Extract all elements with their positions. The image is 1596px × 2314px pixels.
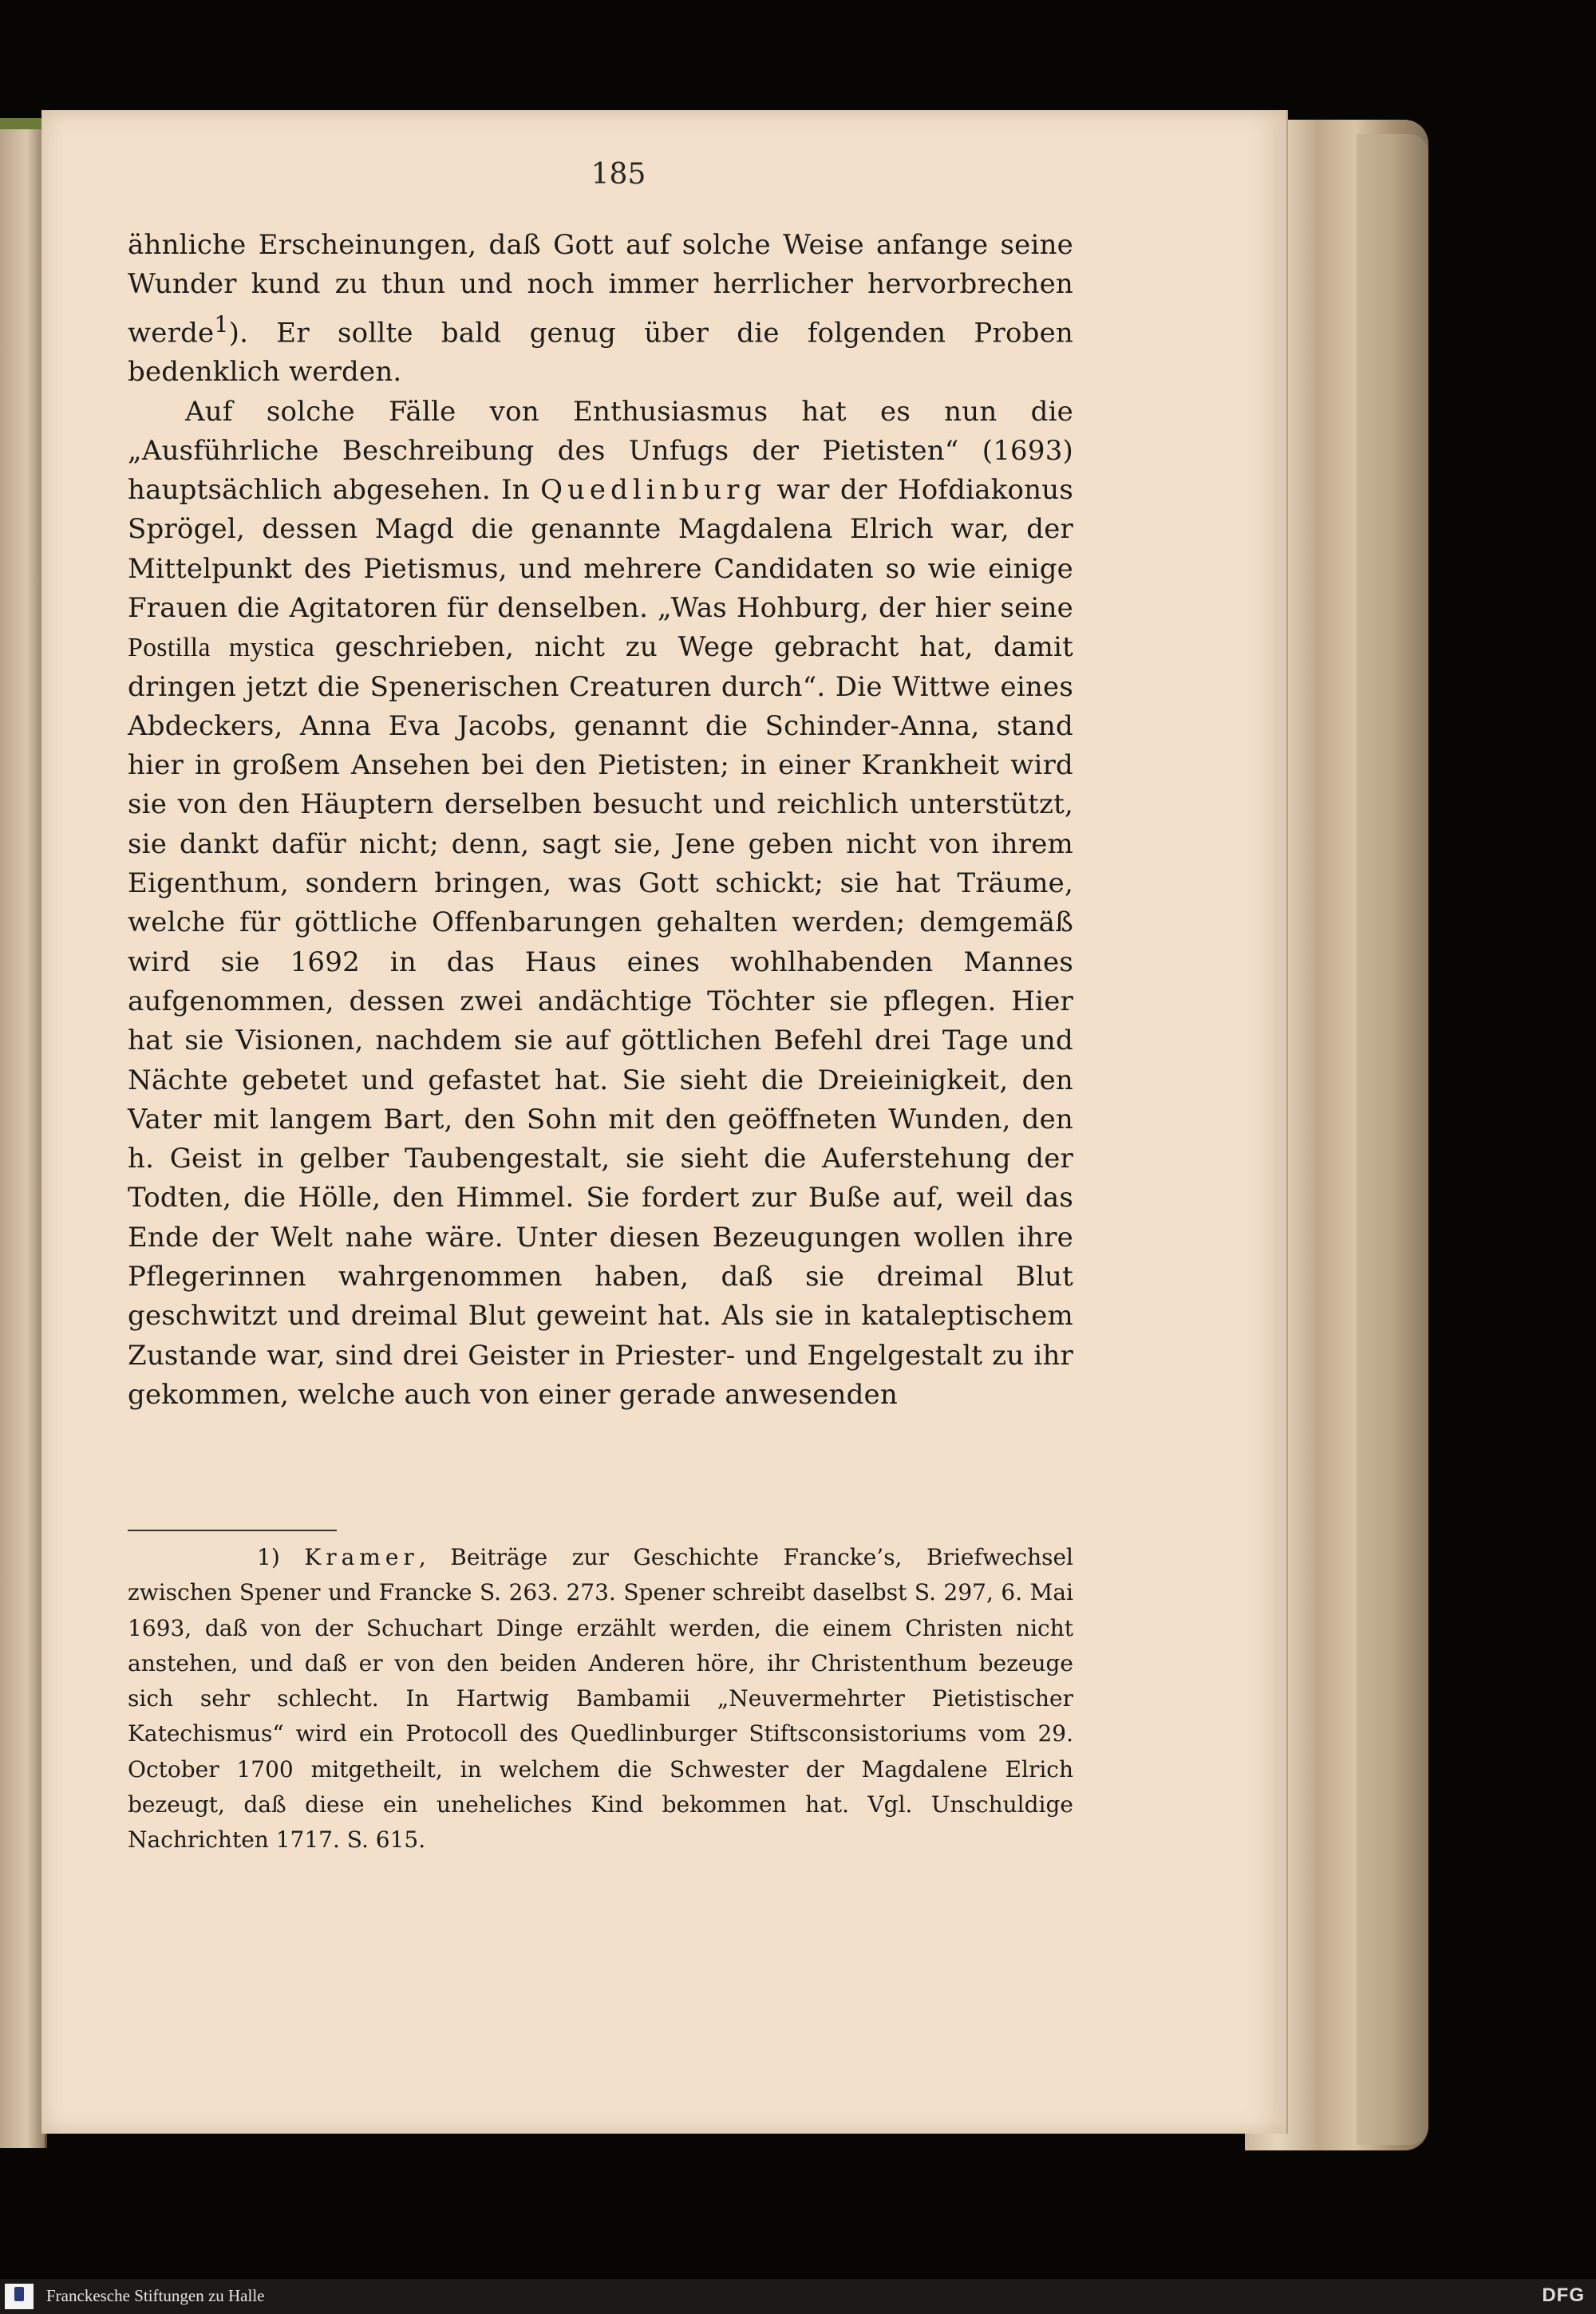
text-run: geschrieben, nicht zu Wege gebracht hat, damit dringen jetzt die Spenerischen Creaturen durch“. Die Wittwe eines Abdeckers, Anna Eva Jacobs, genannt die Schinder-Anna, stand hier in großem Ansehen bei den Pietisten; in einer Krankheit wird sie von den Häuptern derselben besucht und reichlich unterstützt, sie dankt dafür nicht; denn, sagt sie, Jene geben nicht von ihrem Eigenthum, sondern bringen, was Gott schickt; sie hat Träume, welche für göttliche Offenbarungen gehalten werden; demgemäß wird sie 1692 in das Haus eines wohlhabenden Mannes aufgenommen, dessen zwei andächtige Töchter sie pflegen. Hier hat sie Visionen, nachdem sie auf göttlichen Befehl drei Tage und Nächte gebetet und gefastet hat. Sie sieht die Dreieinigkeit, den Vater mit langem Bart, den Sohn mit den geöffneten Wunden, den h. Geist in gelber Taubengestalt, sie sieht die Auferstehung der Todten, die Hölle, den Himmel. Sie fordert zur Buße auf, weil das Ende der Welt nahe wäre. Unter diesen Bezeugungen wollen ihre Pflegerinnen wahrgenommen haben, daß sie dreimal Blut geschwitzt und dreimal Blut geweint hat. Als sie in kataleptischem Zustande war, sind drei Geister in Priester- und Engelgestalt zu ihr gekommen, welche auch von einer gerade anwesenden [128, 631, 1073, 1411]
page-stack [1357, 134, 1428, 2145]
footnote-rule [128, 1530, 337, 1531]
body-text [128, 226, 1073, 1415]
paragraph [128, 226, 1073, 393]
text-run: Auf solche Fälle von Enthusiasmus hat es nun die „Ausführliche Beschreibung des Unfugs der Pietisten“ (1693) hauptsächlich abgesehen. In [128, 395, 1073, 507]
place-name: Quedlinburg [540, 474, 767, 507]
text-run: ähnliche Erscheinungen, daß Gott auf solche Weise anfange seine Wunder kund zu thun und noch immer herrlicher hervorbrechen werde [128, 229, 1073, 349]
footnote-ref: 1 [214, 310, 229, 338]
paragraph [128, 393, 1073, 1416]
text-run: war der Hofdiakonus Sprögel, dessen Magd die genannte Magdalena Elrich war, der Mittelpunkt des Pietismus, und mehrere Candidaten so wie einige Frauen die Agitatoren für denselben. „Was Hohburg, der hier seine [128, 474, 1074, 624]
footnote-author: Kramer [304, 1544, 419, 1570]
footnote-marker: 1) [257, 1544, 280, 1570]
footnote-text: , Beiträge zur Geschichte Francke’s, Briefwechsel zwischen Spener und Francke S. 263. 273. Spener schreibt daselbst S. 297, 6. Mai 1693, daß von der Schuchart Dinge erzählt werden, die einem Christen nicht anstehen, und daß er von den beiden Anderen höre, ihr Christenthum bezeuge sich sehr schlecht. In Hartwig Bambamii „Neuvermehrter Pietistischer Katechismus“ wird ein Protocoll des Quedlinburger Stiftsconsistoriums vom 29. October 1700 mitgetheilt, in welchem die Schwester der Magdalene Elrich bezeugt, daß diese ein uneheliches Kind bekommen hat. Vgl. Unschuldige Nachrichten 1717. S. 615. [128, 1544, 1074, 1854]
text-run: ). Er sollte bald genug über die folgenden Proben bedenklich werden. [128, 316, 1073, 389]
footnote-paragraph [128, 1540, 1073, 1858]
left-page-edge [0, 121, 47, 2148]
dfg-logo[interactable]: DFG [1542, 2284, 1585, 2306]
institution-logo[interactable] [5, 2284, 34, 2309]
footnote [128, 1540, 1073, 1858]
logo-icon [14, 2287, 24, 2301]
page-number: 185 [591, 158, 646, 191]
latin-title: Postilla mystica [128, 633, 315, 663]
institution-name[interactable]: Franckesche Stiftungen zu Halle [46, 2286, 265, 2305]
